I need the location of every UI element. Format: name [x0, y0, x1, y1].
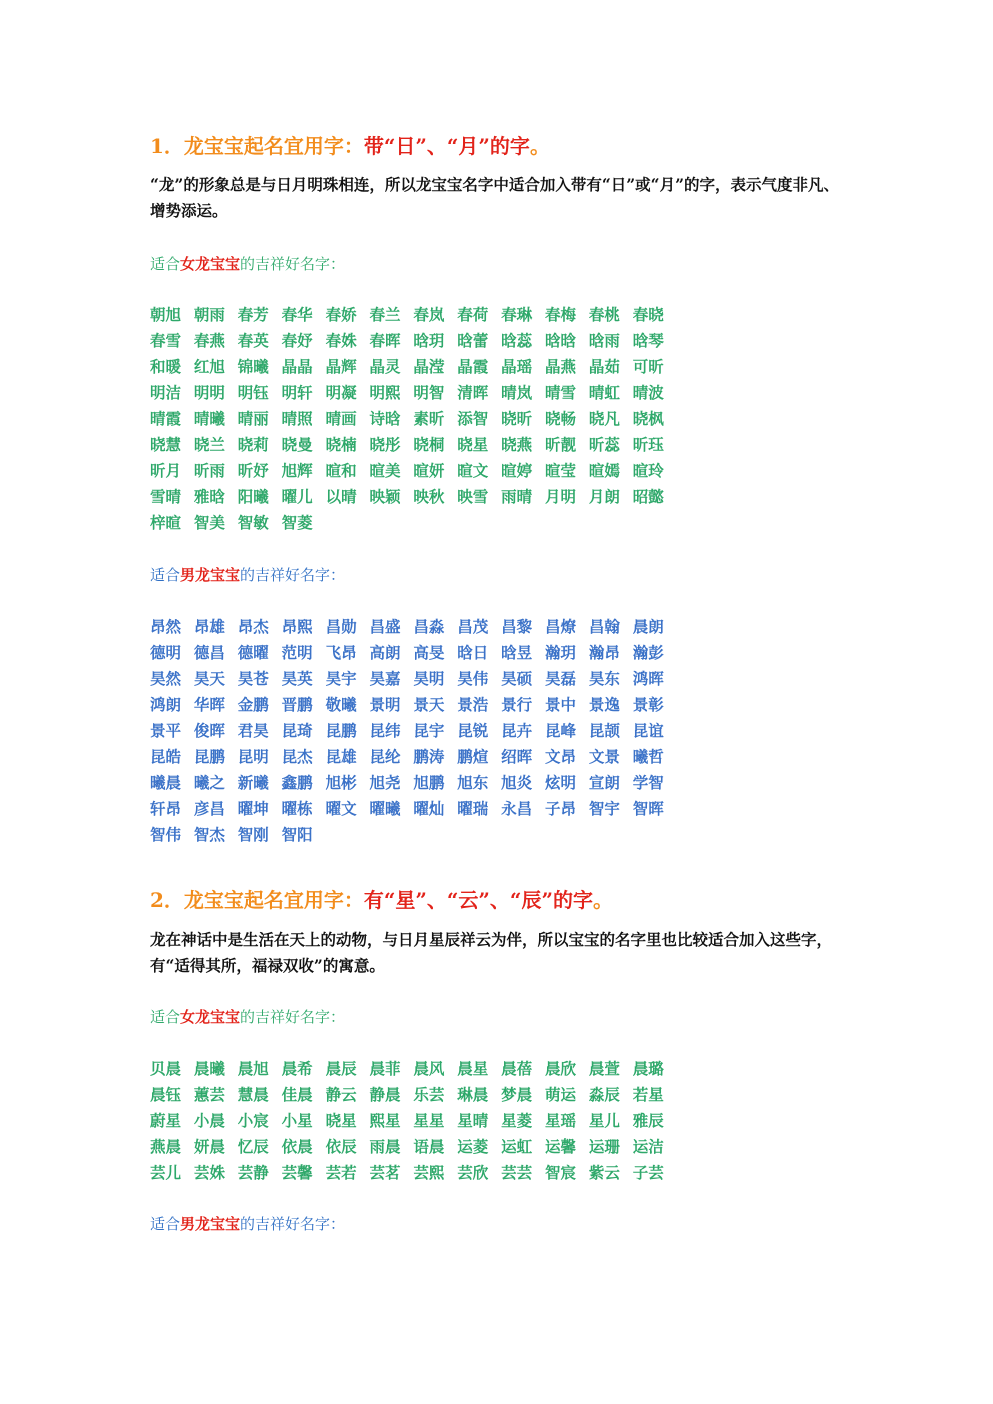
name-item: 运洁	[632, 1137, 664, 1156]
name-item: 春桃	[588, 305, 620, 324]
name-item: 昕雨	[193, 461, 225, 480]
name-item: 景中	[545, 695, 577, 714]
name-item: 金鹏	[237, 695, 269, 714]
name-item: 锦曦	[237, 357, 269, 376]
name-item: 春姝	[325, 331, 357, 350]
name-item: 明明	[193, 383, 225, 402]
name-item: 曜灿	[413, 799, 445, 818]
name-item: 晓畅	[545, 409, 577, 428]
section-1-keyword: 带“日”、“月”的字	[363, 134, 530, 158]
name-item: 春兰	[369, 305, 401, 324]
name-item: 昆卉	[501, 721, 533, 740]
name-item: 昕妤	[237, 461, 269, 480]
name-item: 旭尧	[369, 773, 401, 792]
name-item: 君昊	[237, 721, 269, 740]
name-item: 映雪	[457, 487, 489, 506]
name-item: 景浩	[457, 695, 489, 714]
name-item: 新曦	[237, 773, 269, 792]
name-item: 昆颉	[588, 721, 620, 740]
name-item: 语晨	[413, 1137, 445, 1156]
name-item: 梦晨	[501, 1085, 533, 1104]
name-item: 晴霞	[150, 409, 182, 428]
name-item: 明熙	[369, 383, 401, 402]
name-item: 贝晨	[150, 1059, 182, 1078]
name-item: 昆宇	[413, 721, 445, 740]
name-item: 文昂	[545, 747, 577, 766]
name-item: 昆杰	[281, 747, 313, 766]
section-2-heading	[150, 886, 613, 914]
name-item: 春英	[237, 331, 269, 350]
name-item: 晓星	[325, 1111, 357, 1130]
name-item: 春琳	[501, 305, 533, 324]
name-item: 芸茗	[369, 1163, 401, 1182]
name-item: 昕靓	[545, 435, 577, 454]
name-item: 晶灵	[369, 357, 401, 376]
name-item: 瀚彭	[632, 643, 664, 662]
name-item: 晴雪	[545, 383, 577, 402]
name-item: 晴波	[632, 383, 664, 402]
name-item: 晶瑶	[501, 357, 533, 376]
name-item: 学智	[632, 773, 664, 792]
name-item: 昊硕	[501, 669, 533, 688]
section-1-girl-names	[150, 302, 710, 536]
name-item: 德明	[150, 643, 182, 662]
label-prefix: 适合	[150, 1008, 181, 1026]
label-highlight: 女龙宝宝	[180, 255, 241, 273]
name-item: 晗晗	[545, 331, 577, 350]
name-item: 昆琦	[281, 721, 313, 740]
name-item: 曜坤	[237, 799, 269, 818]
name-item: 旭彬	[325, 773, 357, 792]
name-item: 晗玥	[413, 331, 445, 350]
name-item: 昆皓	[150, 747, 182, 766]
name-item: 运珊	[588, 1137, 620, 1156]
name-item: 智晖	[632, 799, 664, 818]
name-item: 芸儿	[150, 1163, 182, 1182]
name-item: 春岚	[413, 305, 445, 324]
name-item: 芸静	[237, 1163, 269, 1182]
name-item: 小星	[281, 1111, 313, 1130]
name-item: 智阳	[281, 825, 313, 844]
name-item: 晴曦	[193, 409, 225, 428]
section-2-boy-label	[150, 1213, 345, 1235]
name-item: 春雪	[150, 331, 182, 350]
name-item: 春芳	[237, 305, 269, 324]
name-item: 鹏涛	[413, 747, 445, 766]
name-item: 永昌	[501, 799, 533, 818]
name-item: 晴岚	[501, 383, 533, 402]
name-item: 晶滢	[413, 357, 445, 376]
name-item: 昊英	[281, 669, 313, 688]
name-item: 雪晴	[150, 487, 182, 506]
name-item: 暄文	[457, 461, 489, 480]
name-item: 昌翰	[588, 617, 620, 636]
name-item: 晨曦	[193, 1059, 225, 1078]
name-item: 晶辉	[325, 357, 357, 376]
name-item: 晗蕊	[501, 331, 533, 350]
label-highlight: 男龙宝宝	[180, 1215, 241, 1233]
name-item: 鹏煊	[457, 747, 489, 766]
name-item: 晓兰	[193, 435, 225, 454]
name-item: 晶晶	[281, 357, 313, 376]
name-item: 德曜	[237, 643, 269, 662]
name-item: 智敏	[237, 513, 269, 532]
name-item: 德昌	[193, 643, 225, 662]
label-prefix: 适合	[150, 255, 181, 273]
name-item: 芸芸	[501, 1163, 533, 1182]
section-2-girl-names	[150, 1056, 710, 1186]
name-item: 绍晖	[501, 747, 533, 766]
name-item: 文景	[588, 747, 620, 766]
name-item: 彦昌	[193, 799, 225, 818]
name-item: 琳晨	[457, 1085, 489, 1104]
name-item: 雨晴	[501, 487, 533, 506]
name-item: 昊伟	[457, 669, 489, 688]
name-item: 妍晨	[193, 1137, 225, 1156]
name-item: 星瑶	[545, 1111, 577, 1130]
name-item: 轩昂	[150, 799, 182, 818]
label-suffix: 的吉祥好名字：	[240, 566, 346, 584]
name-item: 智宸	[545, 1163, 577, 1182]
name-item: 昌茂	[457, 617, 489, 636]
section-2-girl-label	[150, 1006, 345, 1028]
name-item: 昌盛	[369, 617, 401, 636]
name-item: 昌黎	[501, 617, 533, 636]
name-item: 景明	[369, 695, 401, 714]
name-item: 晓凡	[588, 409, 620, 428]
name-item: 阳曦	[237, 487, 269, 506]
name-item: 曜文	[325, 799, 357, 818]
name-item: 昊宇	[325, 669, 357, 688]
label-highlight: 男龙宝宝	[180, 566, 241, 584]
section-2-number: 2．	[150, 888, 184, 912]
name-item: 智杰	[193, 825, 225, 844]
name-item: 旭炎	[501, 773, 533, 792]
name-item: 晨辰	[325, 1059, 357, 1078]
label-prefix: 适合	[150, 566, 181, 584]
name-item: 春晖	[369, 331, 401, 350]
name-item: 曦哲	[632, 747, 664, 766]
name-item: 智宇	[588, 799, 620, 818]
name-item: 芸姝	[193, 1163, 225, 1182]
name-item: 昂杰	[237, 617, 269, 636]
name-item: 曜瑞	[457, 799, 489, 818]
name-item: 慧晨	[237, 1085, 269, 1104]
name-item: 昌淼	[413, 617, 445, 636]
name-item: 晓楠	[325, 435, 357, 454]
name-item: 蕙芸	[193, 1085, 225, 1104]
name-item: 智刚	[237, 825, 269, 844]
name-item: 星晴	[457, 1111, 489, 1130]
name-item: 晨旭	[237, 1059, 269, 1078]
name-item: 晨希	[281, 1059, 313, 1078]
name-item: 朝旭	[150, 305, 182, 324]
name-item: 小宸	[237, 1111, 269, 1130]
name-item: 昆鹏	[193, 747, 225, 766]
name-item: 昊然	[150, 669, 182, 688]
name-item: 昊磊	[545, 669, 577, 688]
name-item: 春娇	[325, 305, 357, 324]
name-item: 春晓	[632, 305, 664, 324]
label-prefix: 适合	[150, 1215, 181, 1233]
section-1-boy-names	[150, 614, 710, 848]
name-item: 晨风	[413, 1059, 445, 1078]
section-1-heading	[150, 132, 550, 160]
name-item: 小晨	[193, 1111, 225, 1130]
name-item: 晓曼	[281, 435, 313, 454]
name-item: 以晴	[325, 487, 357, 506]
name-item: 晶霞	[457, 357, 489, 376]
name-item: 春妤	[281, 331, 313, 350]
name-item: 依辰	[325, 1137, 357, 1156]
name-item: 昕珏	[632, 435, 664, 454]
name-item: 晓星	[457, 435, 489, 454]
name-item: 瀚玥	[545, 643, 577, 662]
name-item: 昆锐	[457, 721, 489, 740]
name-item: 鸿朗	[150, 695, 182, 714]
name-item: 昆雄	[325, 747, 357, 766]
name-item: 昆鹏	[325, 721, 357, 740]
name-item: 晨璐	[632, 1059, 664, 1078]
name-item: 淼辰	[588, 1085, 620, 1104]
name-item: 华晖	[193, 695, 225, 714]
name-item: 昊嘉	[369, 669, 401, 688]
name-item: 若星	[632, 1085, 664, 1104]
name-item: 晨欣	[545, 1059, 577, 1078]
label-highlight: 女龙宝宝	[180, 1008, 241, 1026]
name-item: 芸馨	[281, 1163, 313, 1182]
name-item: 晴虹	[588, 383, 620, 402]
name-item: 暄婷	[501, 461, 533, 480]
name-item: 俊晖	[193, 721, 225, 740]
name-item: 昕蕊	[588, 435, 620, 454]
label-suffix: 的吉祥好名字：	[240, 255, 346, 273]
name-item: 雨晨	[369, 1137, 401, 1156]
section-1-number: 1．	[150, 134, 184, 158]
name-item: 忆辰	[237, 1137, 269, 1156]
name-item: 曜儿	[281, 487, 313, 506]
name-item: 芸欣	[457, 1163, 489, 1182]
name-item: 静云	[325, 1085, 357, 1104]
name-item: 素昕	[413, 409, 445, 428]
name-item: 晨朗	[632, 617, 664, 636]
name-item: 昊东	[588, 669, 620, 688]
name-item: 运菱	[457, 1137, 489, 1156]
name-item: 昊明	[413, 669, 445, 688]
name-item: 春梅	[545, 305, 577, 324]
name-item: 晶茹	[588, 357, 620, 376]
name-item: 景平	[150, 721, 182, 740]
section-2-keyword: 有“星”、“云”、“辰”的字	[363, 888, 593, 912]
name-item: 昆谊	[632, 721, 664, 740]
name-item: 运虹	[501, 1137, 533, 1156]
name-item: 旭辉	[281, 461, 313, 480]
name-item: 熙星	[369, 1111, 401, 1130]
name-item: 月明	[545, 487, 577, 506]
name-item: 晋鹏	[281, 695, 313, 714]
name-item: 智伟	[150, 825, 182, 844]
name-item: 乐芸	[413, 1085, 445, 1104]
name-item: 昆纶	[369, 747, 401, 766]
name-item: 晨菲	[369, 1059, 401, 1078]
name-item: 红旭	[193, 357, 225, 376]
name-item: 景行	[501, 695, 533, 714]
name-item: 高旻	[413, 643, 445, 662]
name-item: 和暖	[150, 357, 182, 376]
name-item: 晨钰	[150, 1085, 182, 1104]
name-item: 芸熙	[413, 1163, 445, 1182]
name-item: 诗晗	[369, 409, 401, 428]
name-item: 晶燕	[545, 357, 577, 376]
name-item: 晗琴	[632, 331, 664, 350]
name-item: 星儿	[588, 1111, 620, 1130]
name-item: 佳晨	[281, 1085, 313, 1104]
name-item: 曜栋	[281, 799, 313, 818]
name-item: 昂熙	[281, 617, 313, 636]
name-item: 晨萱	[588, 1059, 620, 1078]
name-item: 清晖	[457, 383, 489, 402]
name-item: 雅辰	[632, 1111, 664, 1130]
name-item: 晗昱	[501, 643, 533, 662]
name-item: 燕晨	[150, 1137, 182, 1156]
name-item: 映颖	[369, 487, 401, 506]
name-item: 暄和	[325, 461, 357, 480]
name-item: 萌运	[545, 1085, 577, 1104]
name-item: 子芸	[632, 1163, 664, 1182]
name-item: 昂雄	[193, 617, 225, 636]
name-item: 晗日	[457, 643, 489, 662]
name-item: 晴照	[281, 409, 313, 428]
name-item: 晴画	[325, 409, 357, 428]
name-item: 月朗	[588, 487, 620, 506]
name-item: 芸若	[325, 1163, 357, 1182]
name-item: 子昂	[545, 799, 577, 818]
name-item: 暄玲	[632, 461, 664, 480]
section-2-end: 。	[592, 888, 613, 912]
name-item: 暄莹	[545, 461, 577, 480]
name-item: 曦晨	[150, 773, 182, 792]
name-item: 星星	[413, 1111, 445, 1130]
name-item: 春荷	[457, 305, 489, 324]
section-1-boy-label	[150, 564, 345, 586]
name-item: 依晨	[281, 1137, 313, 1156]
name-item: 明洁	[150, 383, 182, 402]
name-item: 映秋	[413, 487, 445, 506]
name-item: 昌勋	[325, 617, 357, 636]
name-item: 曜曦	[369, 799, 401, 818]
section-2-lead: 龙宝宝起名宜用字：	[183, 888, 364, 912]
name-item: 暄妍	[413, 461, 445, 480]
name-item: 昆明	[237, 747, 269, 766]
name-item: 昆峰	[545, 721, 577, 740]
name-item: 晗雨	[588, 331, 620, 350]
name-item: 旭鹏	[413, 773, 445, 792]
name-item: 晓慧	[150, 435, 182, 454]
section-1-end: 。	[529, 134, 550, 158]
name-item: 晓昕	[501, 409, 533, 428]
name-item: 明轩	[281, 383, 313, 402]
name-item: 朝雨	[193, 305, 225, 324]
section-1-lead: 龙宝宝起名宜用字：	[183, 134, 364, 158]
name-item: 雅晗	[193, 487, 225, 506]
name-item: 飞昂	[325, 643, 357, 662]
name-item: 昂然	[150, 617, 182, 636]
name-item: 梓暄	[150, 513, 182, 532]
name-item: 春华	[281, 305, 313, 324]
name-item: 昆纬	[369, 721, 401, 740]
name-item: 宣朗	[588, 773, 620, 792]
name-item: 昭懿	[632, 487, 664, 506]
name-item: 添智	[457, 409, 489, 428]
name-item: 高朗	[369, 643, 401, 662]
name-item: 景逸	[588, 695, 620, 714]
name-item: 晓枫	[632, 409, 664, 428]
name-item: 晨星	[457, 1059, 489, 1078]
section-2-paragraph: 龙在神话中是生活在天上的动物，与日月星辰祥云为伴，所以宝宝的名字里也比较适合加入这些字，有“适得其所，福禄双收”的寓意。	[150, 930, 833, 975]
name-item: 明智	[413, 383, 445, 402]
label-suffix: 的吉祥好名字：	[240, 1008, 346, 1026]
name-item: 晗蕾	[457, 331, 489, 350]
name-item: 景天	[413, 695, 445, 714]
section-1-girl-label	[150, 253, 345, 275]
name-item: 鸿晖	[632, 669, 664, 688]
name-item: 旭东	[457, 773, 489, 792]
name-item: 晓彤	[369, 435, 401, 454]
name-item: 明凝	[325, 383, 357, 402]
label-suffix: 的吉祥好名字：	[240, 1215, 346, 1233]
name-item: 智菱	[281, 513, 313, 532]
name-item: 蔚星	[150, 1111, 182, 1130]
name-item: 范明	[281, 643, 313, 662]
name-item: 昊苍	[237, 669, 269, 688]
name-item: 昊天	[193, 669, 225, 688]
name-item: 星菱	[501, 1111, 533, 1130]
name-item: 可昕	[632, 357, 664, 376]
name-item: 敬曦	[325, 695, 357, 714]
name-item: 瀚昂	[588, 643, 620, 662]
name-item: 暄美	[369, 461, 401, 480]
name-item: 晓桐	[413, 435, 445, 454]
name-item: 晴丽	[237, 409, 269, 428]
name-item: 静晨	[369, 1085, 401, 1104]
name-item: 紫云	[588, 1163, 620, 1182]
name-item: 智美	[193, 513, 225, 532]
section-1-paragraph: “龙”的形象总是与日月明珠相连，所以龙宝宝名字中适合加入带有“日”或“月”的字，表示气度非凡、增势添运。	[150, 175, 839, 220]
name-item: 昕月	[150, 461, 182, 480]
name-item: 晓燕	[501, 435, 533, 454]
name-item: 晓莉	[237, 435, 269, 454]
name-item: 运馨	[545, 1137, 577, 1156]
name-item: 明钰	[237, 383, 269, 402]
name-item: 曦之	[193, 773, 225, 792]
name-item: 春燕	[193, 331, 225, 350]
name-item: 炫明	[545, 773, 577, 792]
name-item: 昌燎	[545, 617, 577, 636]
name-item: 鑫鹏	[281, 773, 313, 792]
name-item: 晨蓓	[501, 1059, 533, 1078]
name-item: 暄嫣	[588, 461, 620, 480]
name-item: 景彰	[632, 695, 664, 714]
